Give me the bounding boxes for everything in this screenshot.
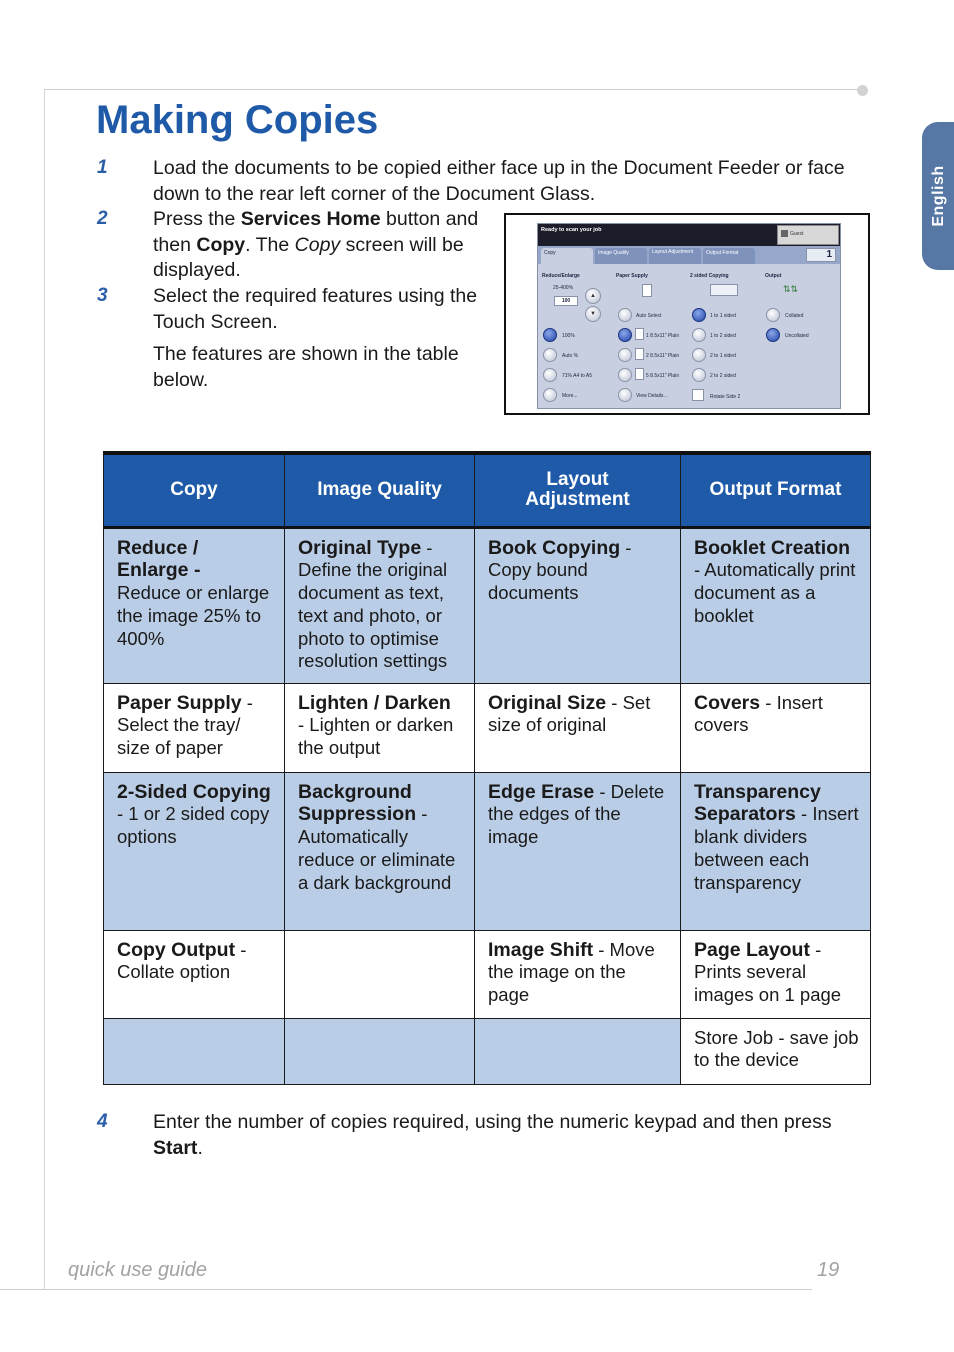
feature-title: 2-Sided Copying <box>117 780 271 803</box>
output-label: Output <box>765 273 782 279</box>
table-row <box>104 527 871 683</box>
table-cell <box>681 772 871 930</box>
frame-left-rule <box>44 89 45 1289</box>
step-3-number: 3 <box>97 285 108 306</box>
table-cell <box>285 930 475 1018</box>
table-cell <box>104 772 285 930</box>
header-layout-adjustment-label: Layout Adjustment <box>525 469 630 511</box>
table-cell <box>681 683 871 772</box>
start-label: Start <box>153 1136 198 1159</box>
header-output-format: Output Format <box>681 453 871 527</box>
feature-desc: Store Job - save job to the device <box>694 1026 859 1071</box>
table-cell <box>475 1018 681 1084</box>
step-4-part: . <box>197 1136 203 1159</box>
paper-tray2-radio[interactable] <box>618 348 632 362</box>
feature-title: Paper Supply <box>117 691 242 714</box>
reduce-option: 71% A4 to A5 <box>562 373 593 379</box>
screen-tab-bar <box>538 246 840 264</box>
feature-desc: - Insert blank dividers between each transparency <box>694 803 859 893</box>
increase-arrow-icon[interactable]: ▲ <box>585 288 601 304</box>
user-icon <box>781 230 788 237</box>
paper-option: View Details... <box>636 393 668 399</box>
duplex-icon <box>710 284 738 296</box>
paper-option: 1 8.5x11" Plain <box>646 333 680 339</box>
tab-output-format[interactable]: Output Format <box>703 248 755 264</box>
feature-title: Original Size <box>488 691 607 714</box>
feature-title: Image Shift <box>488 938 594 961</box>
tab-copy[interactable]: Copy <box>541 248 593 264</box>
feature-desc: - Delete the edges of the image <box>488 780 665 848</box>
reduce-enlarge-label: Reduce/Enlarge <box>542 273 580 279</box>
feature-title: Page Layout <box>694 938 810 961</box>
frame-top-rule <box>44 89 860 90</box>
tab-layout-adjustment[interactable]: Layout Adjustment <box>649 248 701 264</box>
step-3-note: The features are shown in the table below. <box>153 343 459 391</box>
step-1-number: 1 <box>97 157 108 178</box>
feature-desc: - Insert covers <box>694 691 823 736</box>
services-home-label: Services Home <box>240 208 381 230</box>
step-1-text: Load the documents to be copied either face up in the Document Feeder or face down to the rear left corner of the Document Glass. <box>153 157 845 205</box>
table-cell <box>104 683 285 772</box>
reduce-option: Auto % <box>562 353 579 359</box>
feature-desc: Reduce or enlarge the image 25% to 400% <box>117 582 270 649</box>
step-2-part: Press the <box>153 208 241 230</box>
table-row <box>104 683 871 772</box>
table-cell <box>475 683 681 772</box>
table-cell <box>285 683 475 772</box>
two-sided-option: 2 to 2 sided <box>710 373 736 379</box>
reduce-option: 100% <box>562 333 575 339</box>
language-tab-label: English <box>930 165 947 227</box>
tray-icon <box>635 328 644 340</box>
collated-radio[interactable] <box>766 308 780 322</box>
footer-guide-name: quick use guide <box>68 1259 207 1281</box>
feature-title: Reduce / Enlarge - <box>117 536 201 582</box>
guest-button[interactable] <box>777 225 839 245</box>
corner-dot <box>857 85 868 96</box>
screen-status-text: Ready to scan your job <box>541 227 602 233</box>
two-sided-label: 2 sided Copying <box>690 273 729 279</box>
tab-image-quality[interactable]: Image Quality <box>595 248 647 264</box>
uncollated-radio[interactable] <box>766 328 780 342</box>
table-row <box>104 772 871 930</box>
feature-title: Copy Output <box>117 938 236 961</box>
feature-desc: - Set size of original <box>488 691 651 736</box>
two-to-one-radio[interactable] <box>692 348 706 362</box>
step-2-text <box>153 207 493 284</box>
step-4-number: 4 <box>97 1111 108 1132</box>
paper-icon <box>642 284 652 297</box>
table-cell <box>475 930 681 1018</box>
table-row <box>104 1018 871 1084</box>
step-3-text: Select the required features using the Touch Screen. <box>153 285 478 333</box>
rotate-checkbox[interactable] <box>692 389 704 401</box>
step-4-part: Enter the number of copies required, using the numeric keypad and then press <box>153 1111 832 1133</box>
step-2-part: button and then <box>153 208 479 256</box>
reduce-enlarge-value[interactable]: 100 <box>554 296 578 306</box>
feature-desc: - Move the image on the page <box>488 938 655 1006</box>
step-2-number: 2 <box>97 208 108 229</box>
paper-option: 2 8.5x11" Plain <box>646 353 680 359</box>
table-cell <box>104 527 285 683</box>
table-cell <box>285 1018 475 1084</box>
reduce-auto-radio[interactable] <box>543 348 557 362</box>
paper-option: Auto Select <box>636 313 662 319</box>
output-option: Collated <box>785 313 804 319</box>
copy-count[interactable]: 1 <box>806 248 836 262</box>
table-header-row <box>104 453 871 527</box>
reduce-a4a5-radio[interactable] <box>543 368 557 382</box>
screen-status-bar <box>538 224 840 246</box>
table-cell <box>475 527 681 683</box>
feature-desc: - Select the tray/ size of paper <box>117 691 253 759</box>
table-row <box>104 930 871 1018</box>
two-sided-option: Rotate Side 2 <box>710 394 741 400</box>
table-cell <box>104 1018 285 1084</box>
one-to-one-radio[interactable] <box>692 308 706 322</box>
table-cell <box>475 772 681 930</box>
feature-desc: - Automatically print document as a booklet <box>694 559 856 626</box>
guest-label: Guest <box>790 231 804 237</box>
table-cell <box>681 1018 871 1084</box>
language-tab[interactable] <box>922 122 954 270</box>
frame-bottom-rule <box>0 1289 812 1290</box>
paper-option: 5 8.5x11" Plain <box>646 373 680 379</box>
two-sided-option: 1 to 1 sided <box>710 313 736 319</box>
tray-icon <box>635 368 644 380</box>
feature-title: Original Type <box>298 536 422 559</box>
header-layout-adjustment <box>475 453 681 527</box>
feature-title: Transparency Separators <box>694 780 821 826</box>
output-option: Uncollated <box>785 333 809 339</box>
two-to-two-radio[interactable] <box>692 368 706 382</box>
feature-desc: - Automatically reduce or eliminate a dark background <box>298 803 456 893</box>
paper-details-radio[interactable] <box>618 388 632 402</box>
copy-screen-label: Copy <box>294 233 341 256</box>
reduce-100-radio[interactable] <box>543 328 557 342</box>
feature-title: Booklet Creation <box>694 536 851 559</box>
table-cell <box>104 930 285 1018</box>
page-number: 19 <box>817 1259 840 1281</box>
paper-auto-radio[interactable] <box>618 308 632 322</box>
tray-icon <box>635 348 644 360</box>
step-2-part: screen will be displayed. <box>153 233 464 281</box>
step-4-text <box>153 1110 873 1161</box>
page-title: Making Copies <box>96 98 379 142</box>
paper-tray1-radio[interactable] <box>618 328 632 342</box>
feature-desc: - Collate option <box>117 938 247 983</box>
feature-desc: - Define the original document as text, text and photo, or photo to optimise resolution settings <box>298 536 448 672</box>
features-table <box>103 451 871 1085</box>
header-image-quality: Image Quality <box>285 453 475 527</box>
feature-desc: - Lighten or darken the output <box>298 714 454 759</box>
paper-tray5-radio[interactable] <box>618 368 632 382</box>
collate-arrows-icon: ⇅⇅ <box>783 284 799 294</box>
feature-desc: - Prints several images on 1 page <box>694 938 842 1006</box>
paper-supply-label: Paper Supply <box>616 273 648 279</box>
touch-screen-illustration <box>504 213 870 415</box>
header-copy: Copy <box>104 453 285 527</box>
feature-title: Lighten / Darken <box>298 691 451 714</box>
feature-title: Covers <box>694 691 761 714</box>
feature-title: Edge Erase <box>488 780 595 803</box>
feature-title: Book Copying <box>488 536 621 559</box>
reduce-option: More... <box>562 393 578 399</box>
decrease-arrow-icon[interactable]: ▼ <box>585 306 601 322</box>
step-2-part: . The <box>245 233 295 256</box>
reduce-more-radio[interactable] <box>543 388 557 402</box>
table-cell <box>285 772 475 930</box>
two-sided-option: 2 to 1 sided <box>710 353 736 359</box>
table-cell <box>681 930 871 1018</box>
touch-screen <box>537 223 841 409</box>
one-to-two-radio[interactable] <box>692 328 706 342</box>
table-cell <box>285 527 475 683</box>
copy-label: Copy <box>196 233 246 256</box>
feature-desc: - Copy bound documents <box>488 536 632 604</box>
feature-desc: - 1 or 2 sided copy options <box>117 803 270 848</box>
table-cell <box>681 527 871 683</box>
reduce-enlarge-range: 25-400% <box>553 285 574 291</box>
feature-title: Background Suppression <box>298 780 417 826</box>
two-sided-option: 1 to 2 sided <box>710 333 736 339</box>
